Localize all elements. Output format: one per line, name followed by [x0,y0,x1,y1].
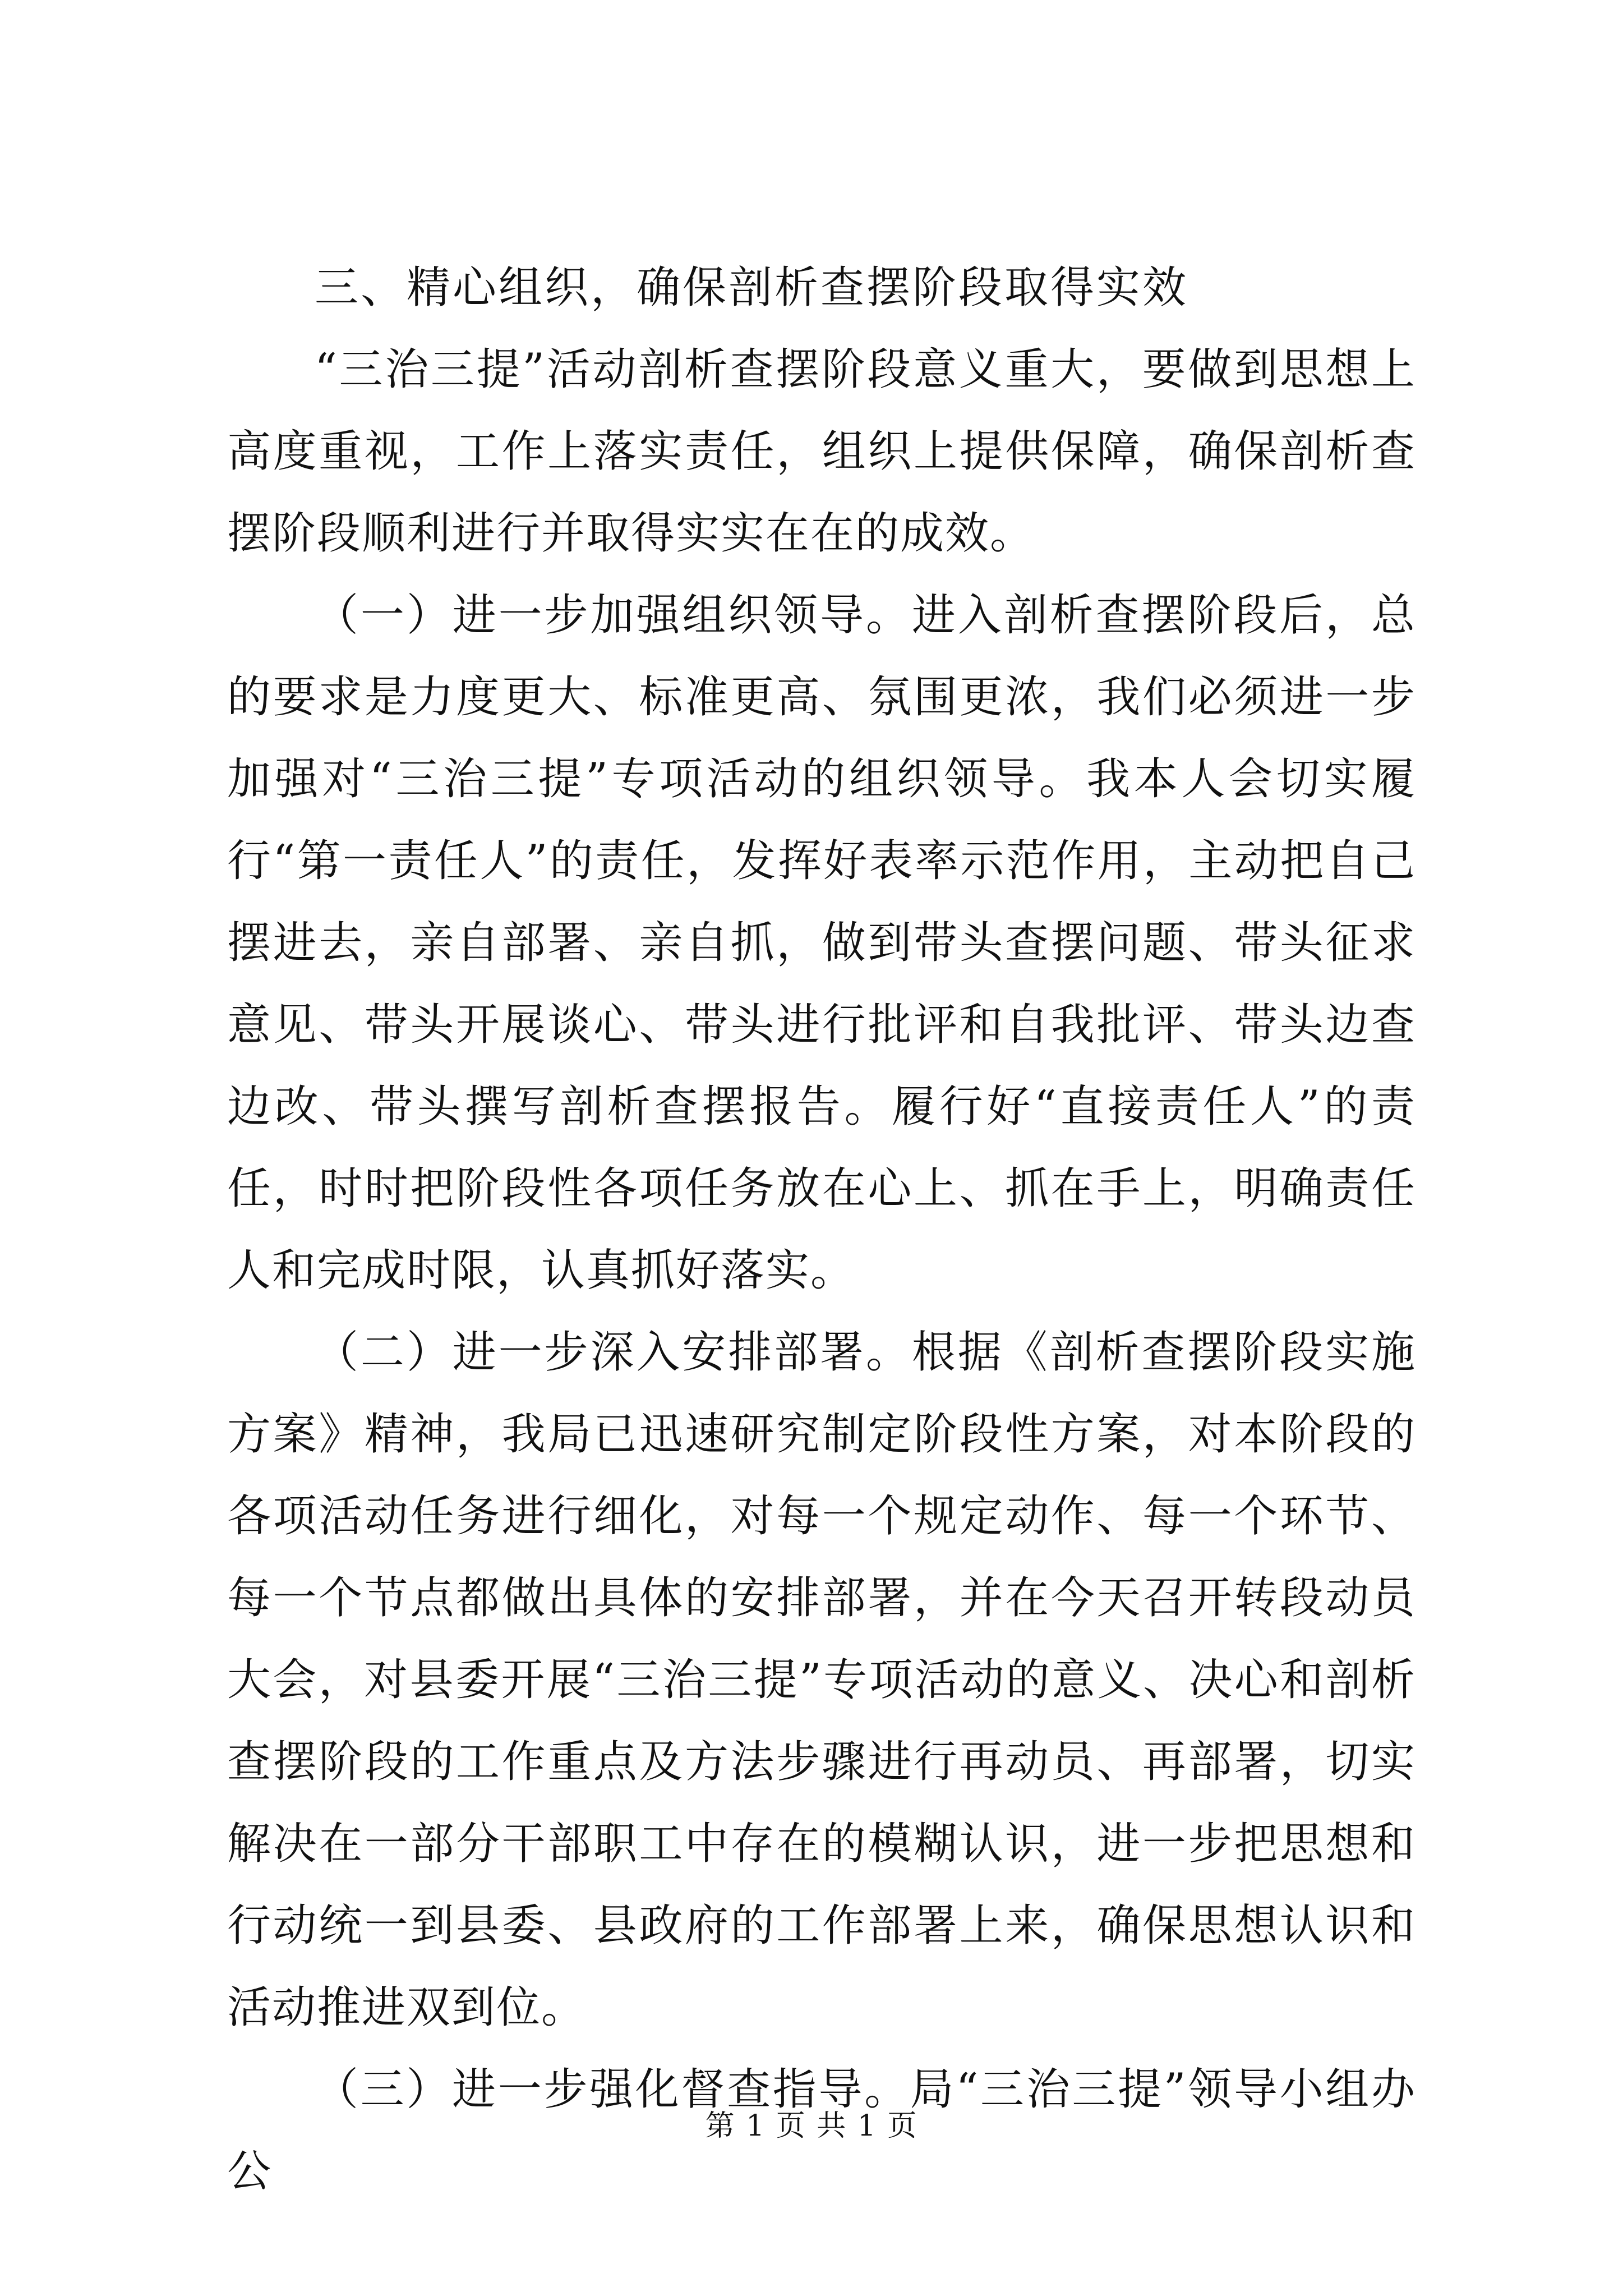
paragraph-organization-leadership: （一）进一步加强组织领导。进入剖析查摆阶段后，总的要求是力度更大、标准更高、氛围更浓，我们必须进一步加强对“三治三提”专项活动的组织领导。我本人会切实履行“第一责任人”的责任，发挥好表率示范作用，主动把自己摆进去，亲自部署、亲自抓，做到带头查摆问题、带头征求意见、带头开展谈心、带头进行批评和自我批评、带头边查边改、带头撰写剖析查摆报告。履行好“直接责任人”的责任，时时把阶段性各项任务放在心上、抓在手上，明确责任人和完成时限，认真抓好落实。 [227,590,1416,1296]
paragraph-intro: “三治三提”活动剖析查摆阶段意义重大，要做到思想上高度重视，工作上落实责任，组织上提供保障，确保剖析查摆阶段顺利进行并取得实实在在的成效。 [227,344,1416,559]
page-footer: 第 1 页 共 1 页 [705,2109,918,2143]
section-heading: 三、精心组织，确保剖析查摆阶段取得实效 [315,263,1189,313]
paragraph-deployment: （二）进一步深入安排部署。根据《剖析查摆阶段实施方案》精神，我局已迅速研究制定阶段性方案，对本阶段的各项活动任务进行细化，对每一个规定动作、每一个环节、每一个节点都做出具体的安排部署，并在今天召开转段动员大会，对县委开展“三治三提”专项活动的意义、决心和剖析查摆阶段的工作重点及方法步骤进行再动员、再部署，切实解决在一部分干部职工中存在的模糊认识，进一步把思想和行动统一到县委、县政府的工作部署上来，确保思想认识和活动推进双到位。 [227,1327,1416,2033]
document-body [227,247,1416,2212]
paragraph-supervision: （三）进一步强化督查指导。局“三治三提”领导小组办公 [227,2064,1416,2197]
